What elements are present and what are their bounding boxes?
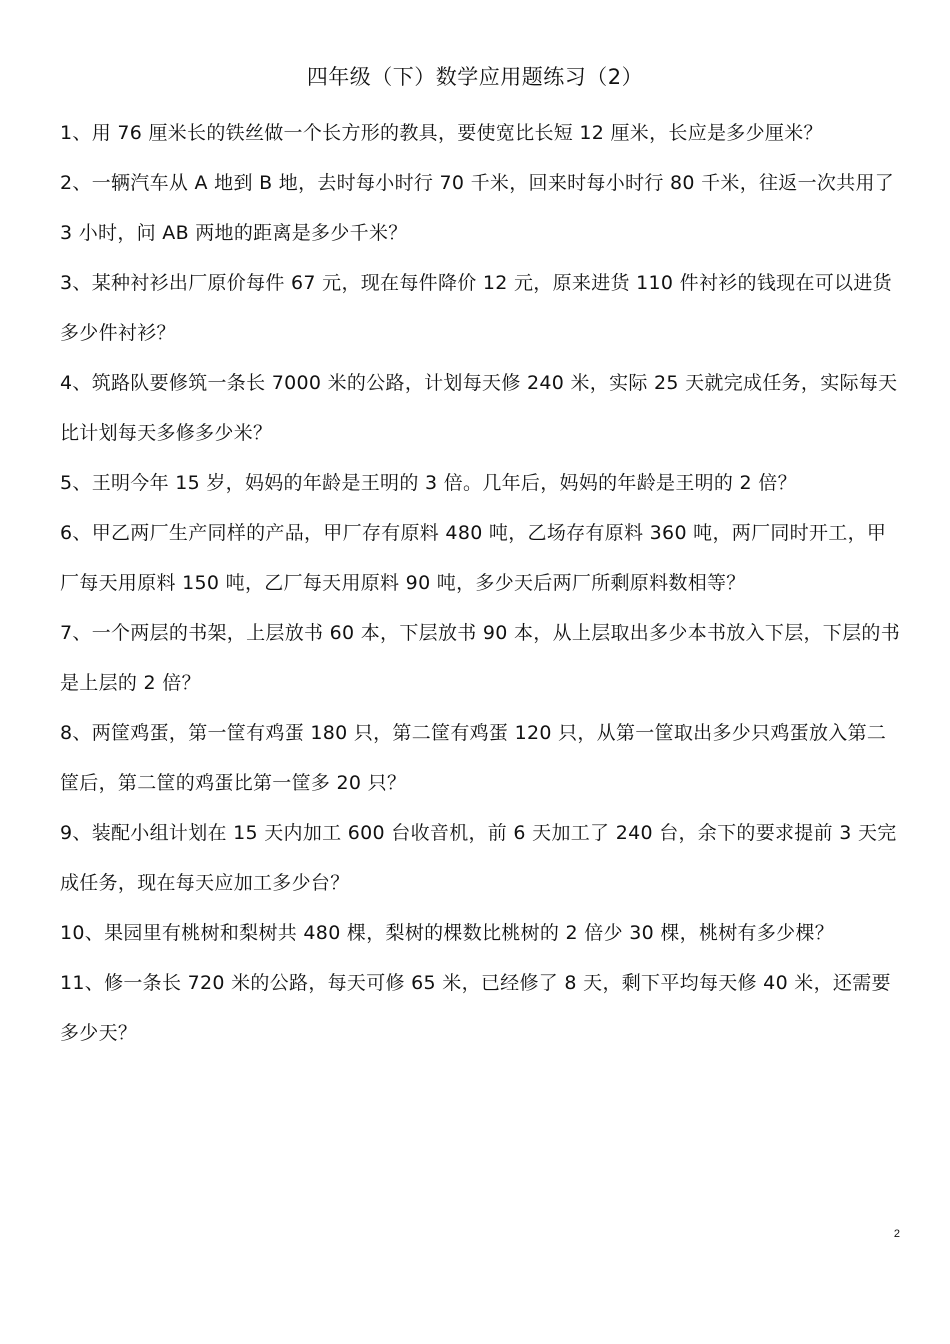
question-list [60,108,900,1058]
question-item: 10、果园里有桃树和梨树共 480 棵，梨树的棵数比桃树的 2 倍少 30 棵，桃树有多少棵？ [60,922,835,944]
question-item: 8、两筐鸡蛋，第一筐有鸡蛋 180 只，第二筐有鸡蛋 120 只，从第一筐取出多少只鸡蛋放入第二筐后，第二筐的鸡蛋比第一筐多 20 只？ [60,722,887,794]
question-item: 1、用 76 厘米长的铁丝做一个长方形的教具，要使宽比长短 12 厘米，长应是多少厘米？ [60,122,823,144]
question-item: 6、甲乙两厂生产同样的产品，甲厂存有原料 480 吨，乙场存有原料 360 吨，两厂同时开工，甲厂每天用原料 150 吨，乙厂每天用原料 90 吨，多少天后两厂所剩原料数相等？ [60,522,887,594]
question-item: 5、王明今年 15 岁，妈妈的年龄是王明的 3 倍。几年后，妈妈的年龄是王明的 2 倍？ [60,472,797,494]
question-item: 11、修一条长 720 米的公路，每天可修 65 米，已经修了 8 天，剩下平均每天修 40 米，还需要多少天？ [60,972,891,1044]
question-item: 2、一辆汽车从 A 地到 B 地，去时每小时行 70 千米，回来时每小时行 80 千米，往返一次共用了 3 小时，问 AB 两地的距离是多少千米？ [60,172,895,244]
page-number: 2 [893,1228,900,1240]
page-title: 四年级（下）数学应用题练习（2） [306,65,644,89]
question-item: 7、一个两层的书架，上层放书 60 本，下层放书 90 本，从上层取出多少本书放入下层，下层的书是上层的 2 倍？ [60,622,901,694]
question-item: 9、装配小组计划在 15 天内加工 600 台收音机，前 6 天加工了 240 台，余下的要求提前 3 天完成任务，现在每天应加工多少台？ [60,822,897,894]
question-item: 3、某种衬衫出厂原价每件 67 元，现在每件降价 12 元，原来进货 110 件衬衫的钱现在可以进货多少件衬衫？ [60,272,892,344]
question-item: 4、筑路队要修筑一条长 7000 米的公路，计划每天修 240 米，实际 25 天就完成任务，实际每天比计划每天多修多少米？ [60,372,898,444]
